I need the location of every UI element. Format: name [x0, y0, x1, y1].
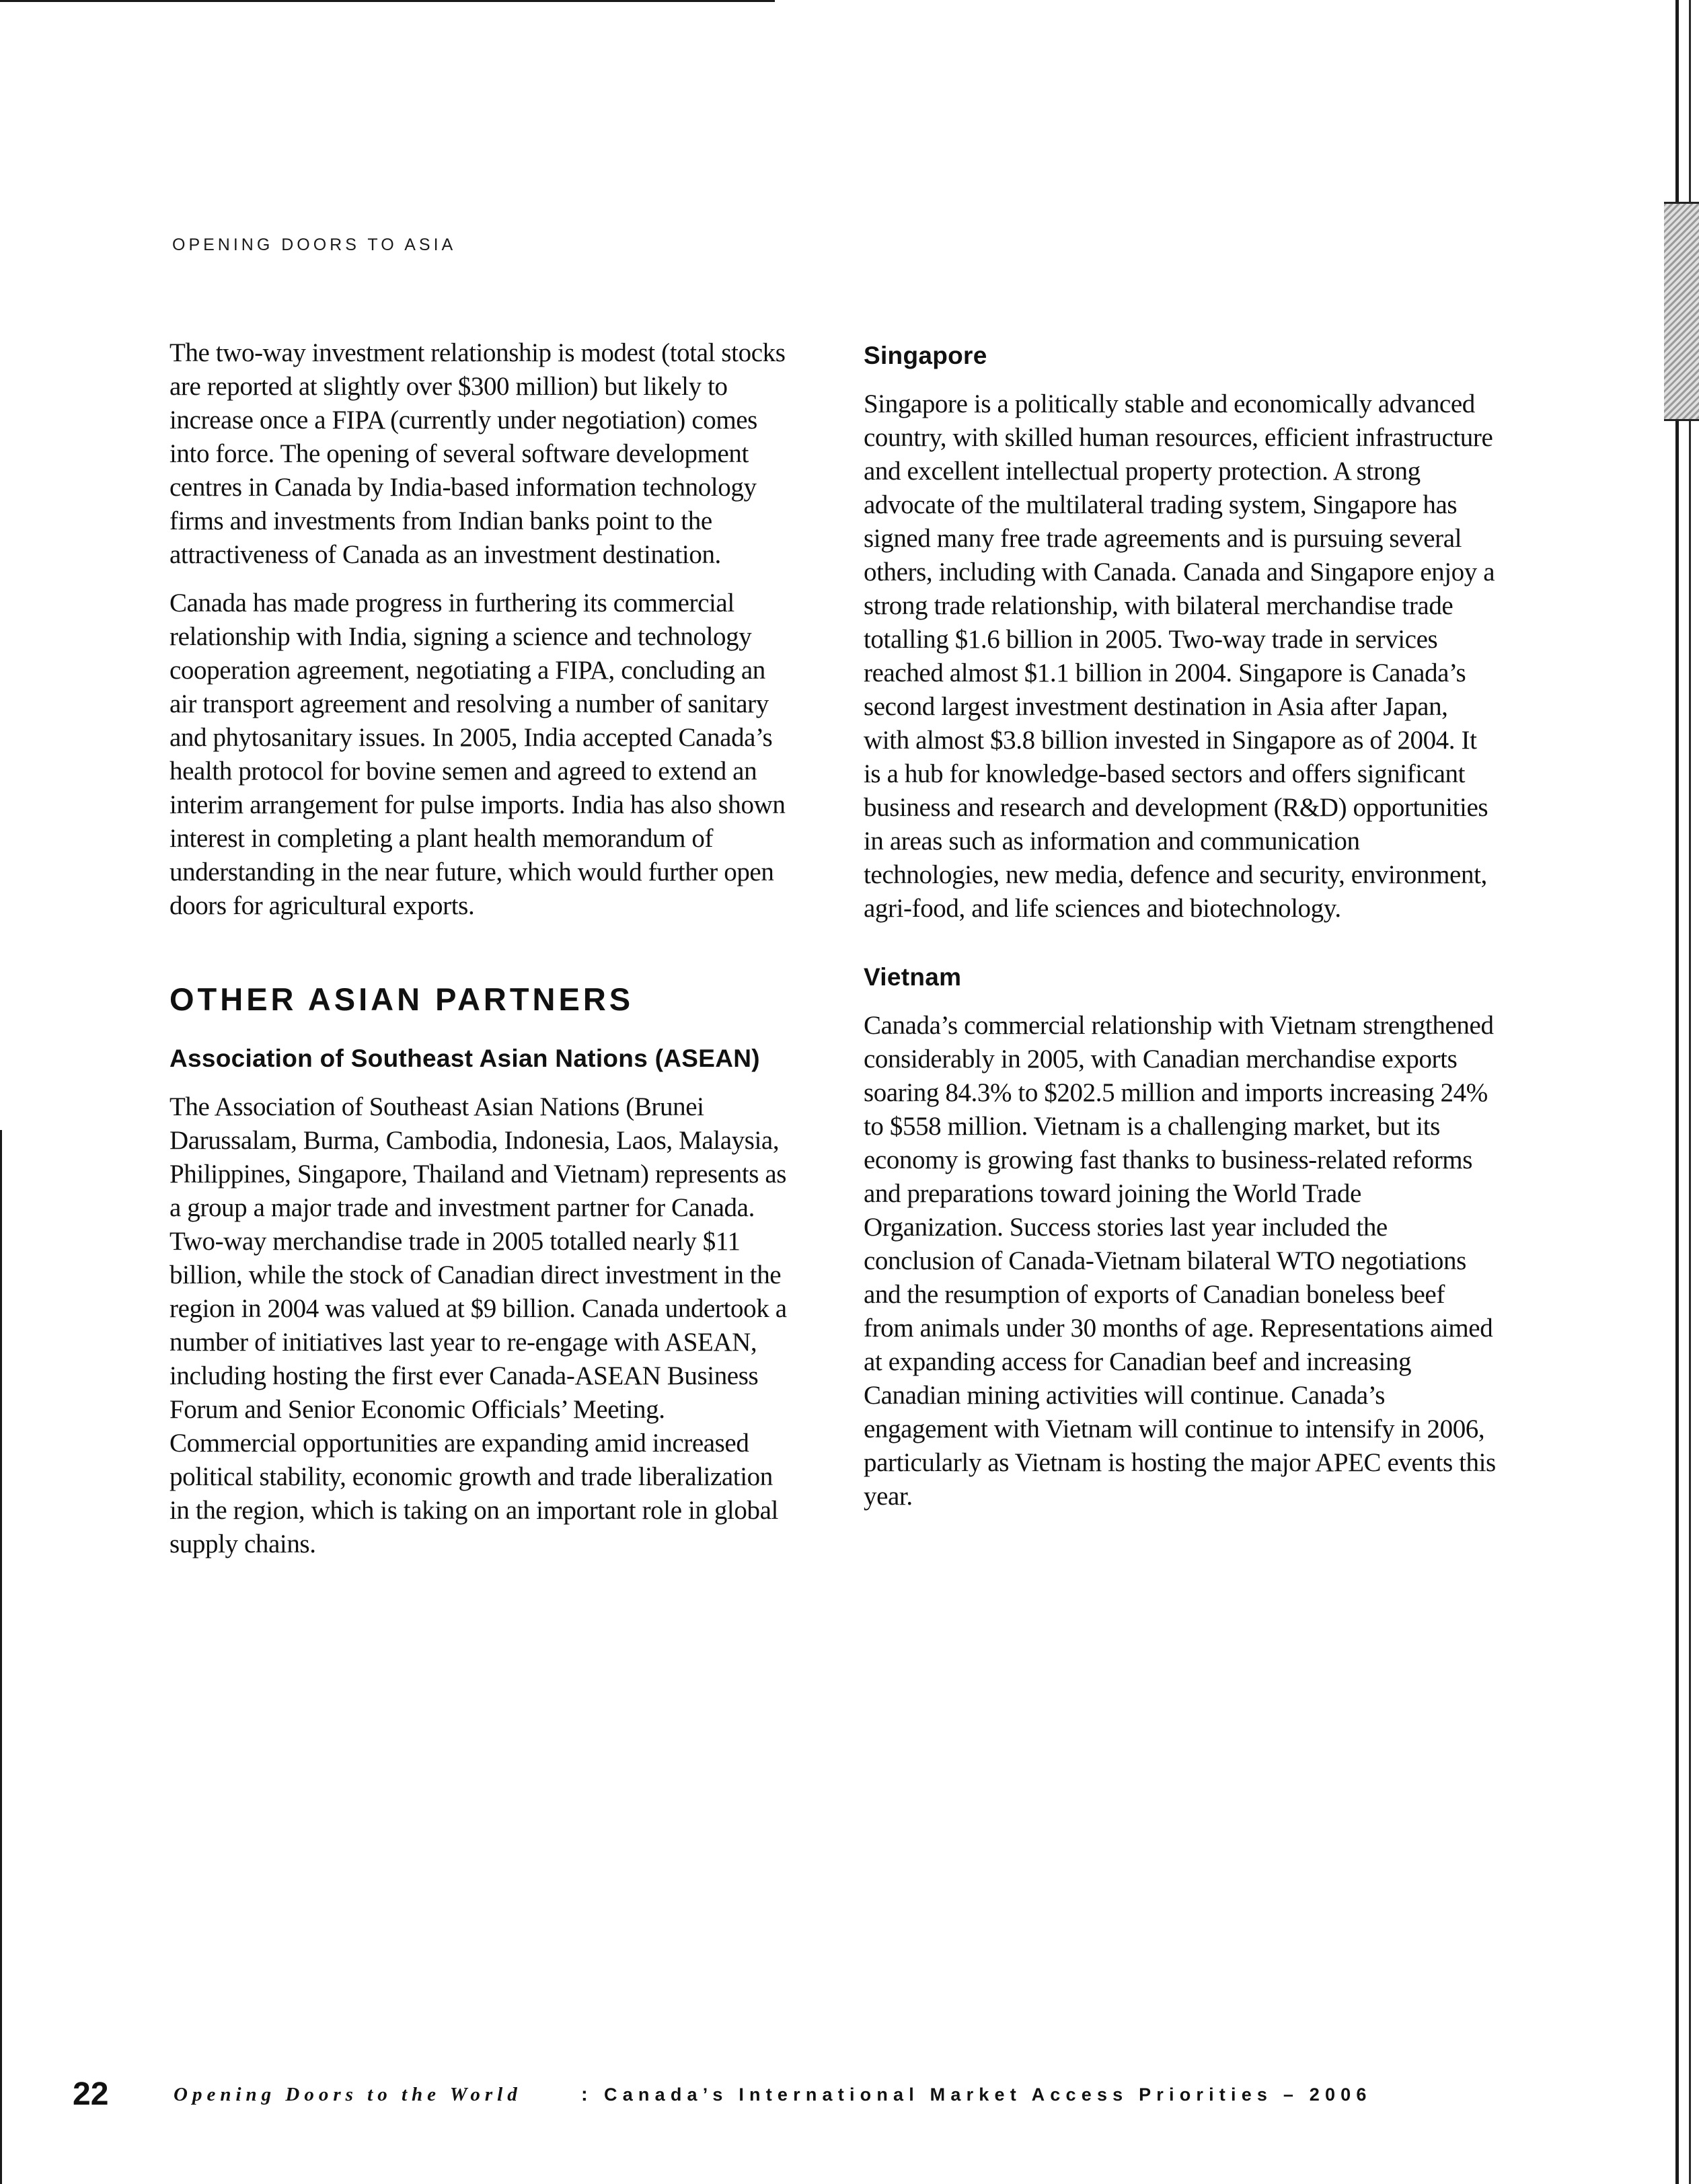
paragraph-investment: The two-way investment relationship is modest (total stocks are reported at slightly over $300 million) but likely to increase once a FIPA (currently under negotiation) comes into force. The opening of several software development centres in Canada by India-based information technology firms and investments from Indian banks point to the attractiveness of Canada as an investment destination. — [169, 338, 786, 569]
paragraph-vietnam: Canada’s commercial relationship with Vietnam strengthened considerably in 2005, with Canadian merchandise exports soaring 84.3% to $202.5 million and imports increasing 24% to $558 million. Vietnam is a challenging market, but its economy is growing fast thanks to business-related reforms and preparations toward joining the World Trade Organization. Success stories last year included the conclusion of Canada-Vietnam bilateral WTO negotiations and the resumption of exports of Canadian boneless beef from animals under 30 months of age. Representations aimed at expanding access for Canadian beef and increasing Canadian mining activities will continue. Canada’s engagement with Vietnam will continue to intensify in 2006, particularly as Vietnam is hosting the major APEC events this year. — [864, 1011, 1496, 1511]
right-column — [864, 336, 1496, 1528]
footer-publication-subtitle: Canada’s International Market Access Priorities – 2006 — [604, 2084, 1372, 2105]
footer-publication-title: Opening Doors to the World — [174, 2084, 522, 2105]
top-rule — [0, 0, 775, 2]
page-edge-binding — [1661, 0, 1699, 2184]
page-number: 22 — [73, 2076, 109, 2112]
left-margin-rule — [0, 1130, 2, 2184]
paragraph-singapore: Singapore is a politically stable and economically advanced country, with skilled human resources, efficient infrastructure and excellent intellectual property protection. A strong advocate of the multilateral trading system, Singapore has signed many free trade agreements and is pursuing several others, including with Canada. Canada and Singapore enjoy a strong trade relationship, with bilateral merchandise trade totalling $1.6 billion in 2005. Two-way trade in services reached almost $1.1 billion in 2004. Singapore is Canada’s second largest investment destination in Asia after Japan, with almost $3.8 billion invested in Singapore as of 2004. It is a hub for knowledge-based sectors and offers significant business and research and development (R&D) opportunities in areas such as information and communication technologies, new media, defence and security, environment, agri-food, and life sciences and biotechnology. — [864, 389, 1495, 923]
running-head: OPENING DOORS TO ASIA — [172, 235, 457, 254]
paragraph-india-progress: Canada has made progress in furthering its commercial relationship with India, signing a science and technology cooperation agreement, negotiating a FIPA, concluding an air transport agreement and resolving a number of sanitary and phytosanitary issues. In 2005, India accepted Canada’s health protocol for bovine semen and agreed to extend an interim arrangement for pulse imports. India has also shown interest in completing a plant health memorandum of understanding in the near future, which would further open doors for agricultural exports. — [169, 589, 786, 920]
left-column — [169, 336, 795, 1576]
page-footer — [73, 2076, 1485, 2116]
paragraph-asean: The Association of Southeast Asian Nations (Brunei Darussalam, Burma, Cambodia, Indonesia, Laos, Malaysia, Philippines, Singapore, Thailand and Vietnam) represents as a group a major trade and investment partner for Canada. Two-way merchandise trade in 2005 totalled nearly $11 billion, while the stock of Canadian direct investment in the region in 2004 was valued at $9 billion. Canada undertook a number of initiatives last year to re-engage with ASEAN, including hosting the first ever Canada-ASEAN Business Forum and Senior Economic Officials’ Meeting. Commercial opportunities are expanding amid increased political stability, economic growth and trade liberalization in the region, which is taking on an important role in global supply chains. — [169, 1092, 787, 1558]
footer-separator: : — [581, 2084, 588, 2105]
edge-tab-marker — [1664, 202, 1699, 421]
subheading-vietnam: Vietnam — [864, 963, 962, 991]
subheading-singapore: Singapore — [864, 342, 987, 369]
section-heading-other-asian-partners: OTHER ASIAN PARTNERS — [169, 981, 634, 1017]
subheading-asean: Association of Southeast Asian Nations (ASEAN) — [169, 1045, 760, 1072]
